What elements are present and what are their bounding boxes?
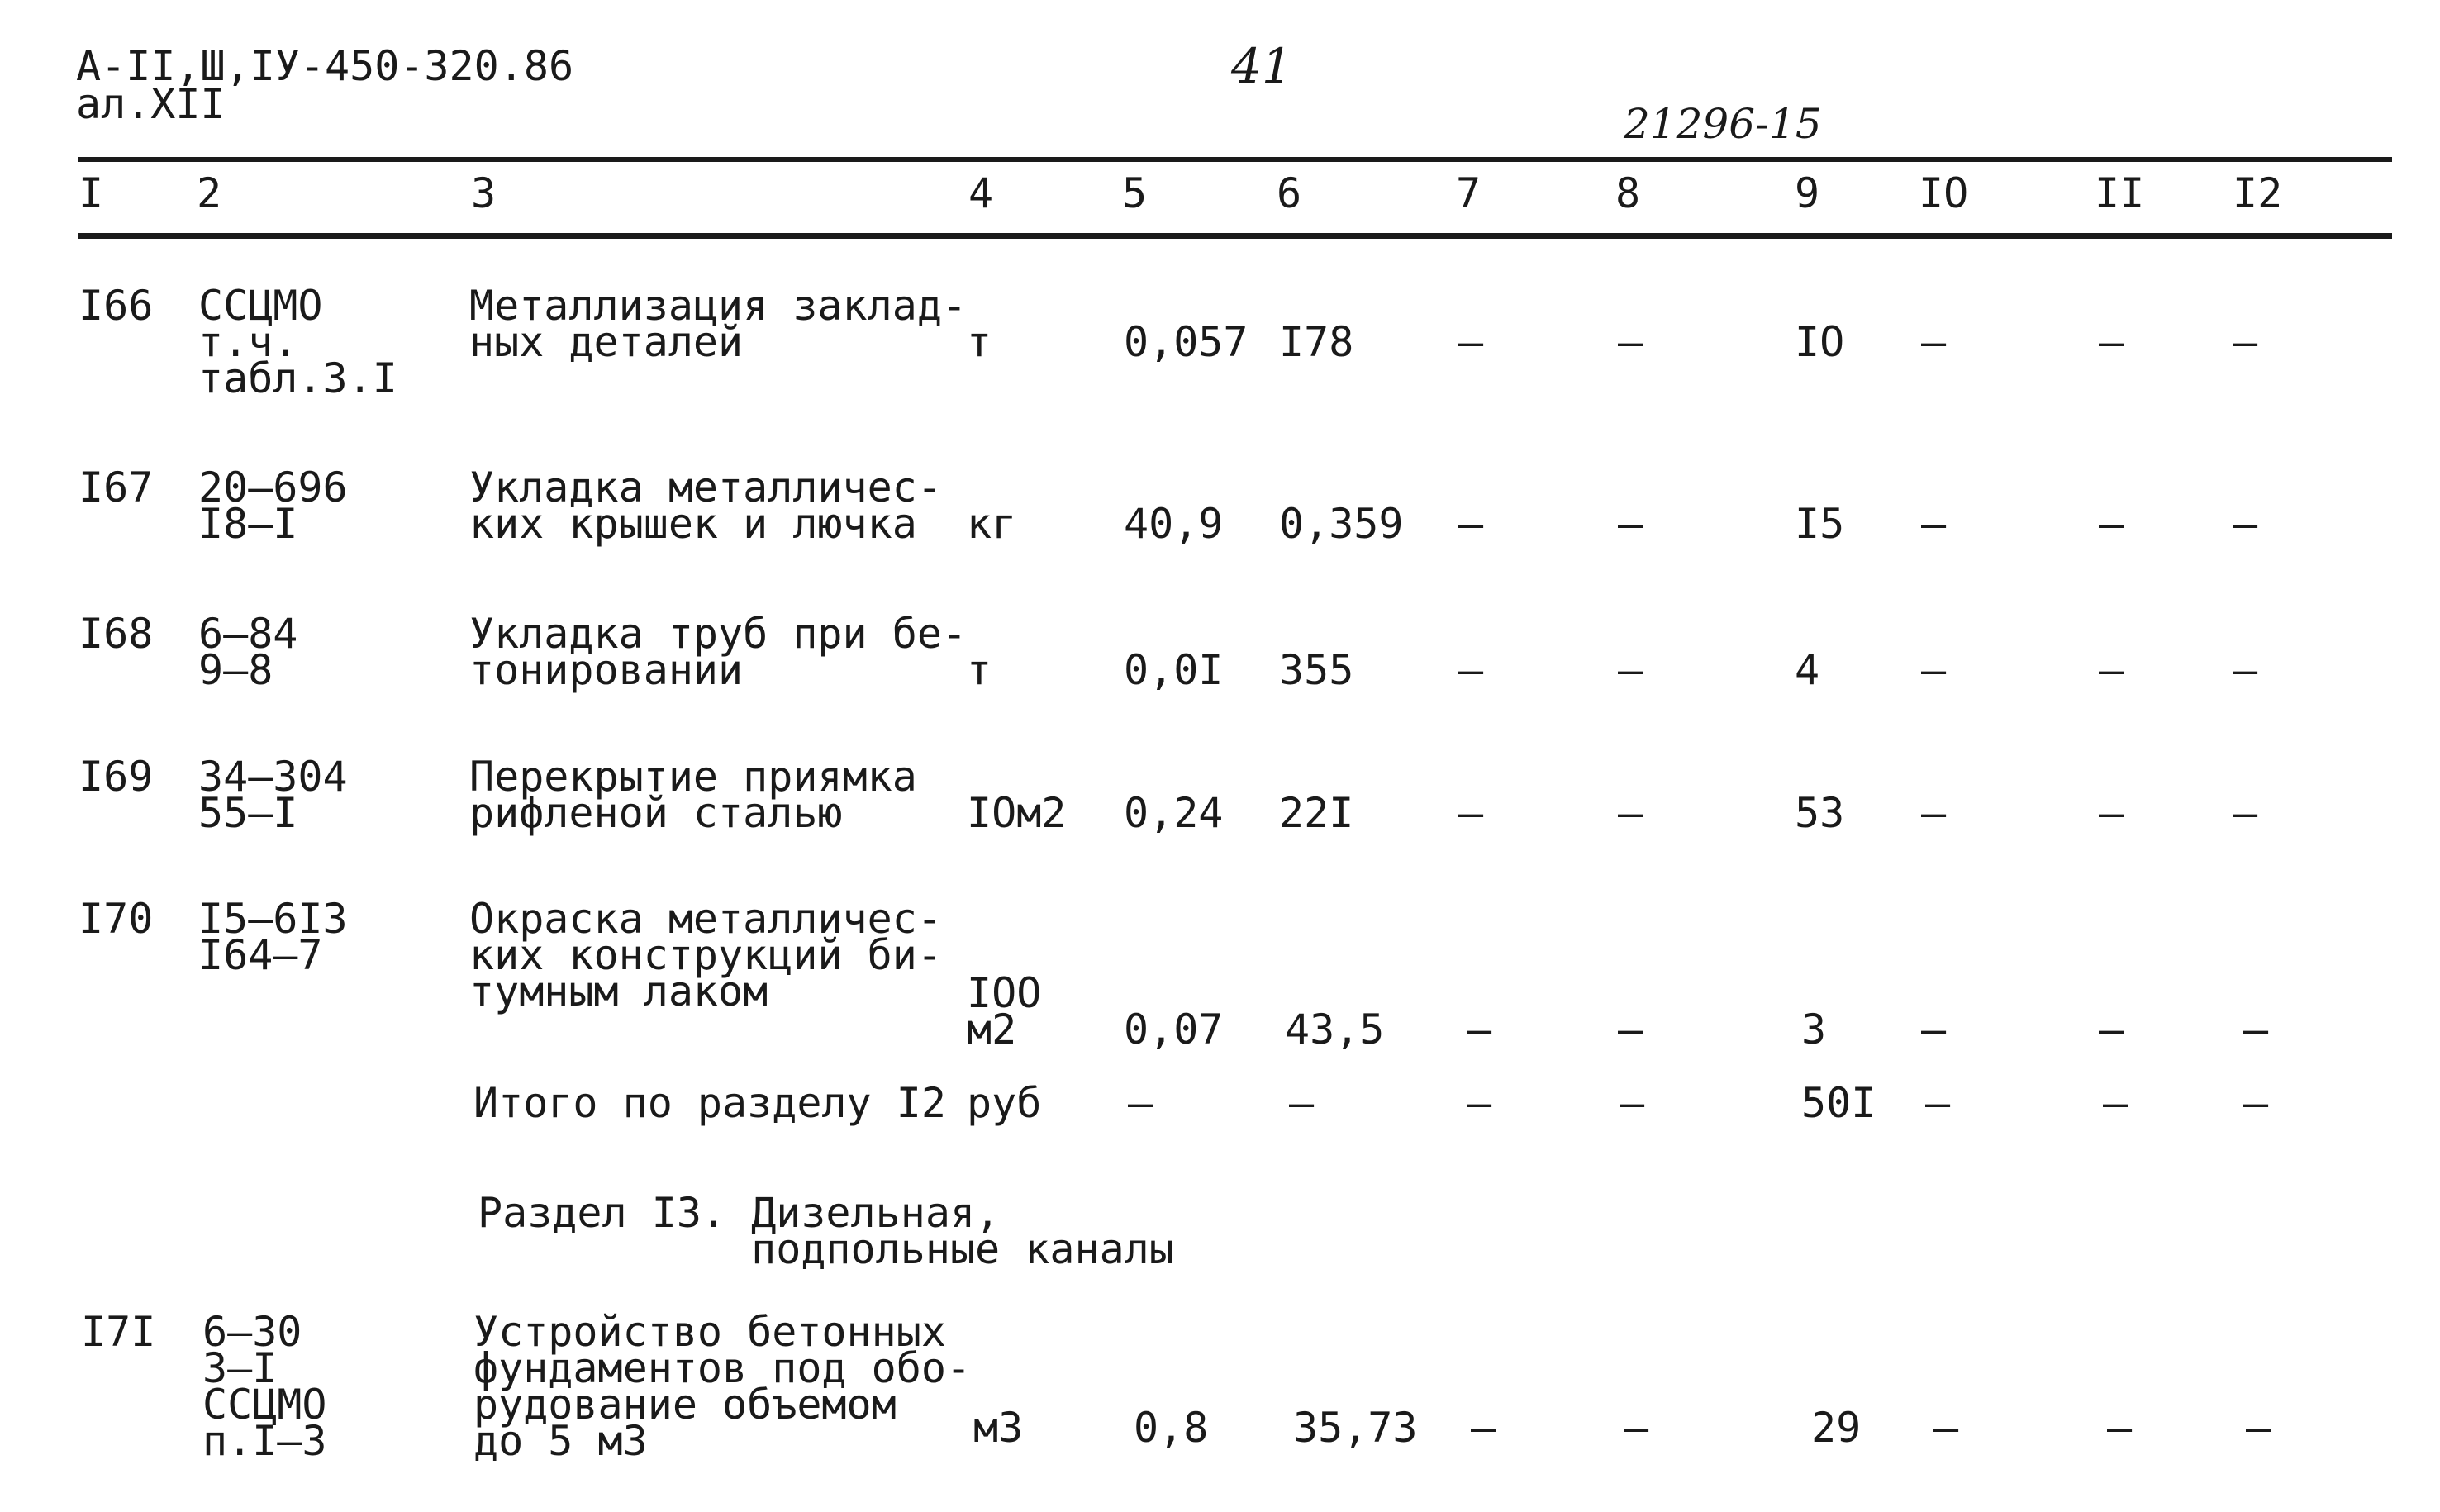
col-11: – <box>2099 1006 2124 1053</box>
col-7: – <box>1467 1006 1492 1053</box>
col-12: – <box>2243 1006 2269 1053</box>
column-header: 2 <box>197 169 222 217</box>
quantity: 0,24 <box>1124 789 1224 837</box>
column-header: 8 <box>1615 169 1641 217</box>
sheet-code: 21296-15 <box>1624 100 1822 148</box>
norm-code: 20–696 I8–I <box>198 464 348 548</box>
col-9: I5 <box>1795 500 1845 548</box>
col-7: – <box>1458 500 1484 548</box>
col-11: – <box>2099 646 2124 694</box>
work-name: Устройство бетонных фундаментов под обо- рудование объемом до 5 м3 <box>473 1308 972 1465</box>
col-9: 4 <box>1795 646 1820 694</box>
col-11: – <box>2107 1404 2133 1452</box>
col-12: – <box>2233 646 2258 694</box>
quantity: 0,057 <box>1124 318 1249 366</box>
col-12: – <box>2233 789 2258 837</box>
col-6: 22I <box>1279 789 1354 837</box>
col-7: – <box>1458 789 1484 837</box>
col-9: 53 <box>1795 789 1845 837</box>
column-header: I <box>78 169 104 217</box>
col-11: – <box>2099 500 2124 548</box>
col-8: – <box>1618 646 1643 694</box>
total-col-11: – <box>2103 1079 2128 1127</box>
column-header: I2 <box>2233 169 2283 217</box>
document-code: А-II,Ш,IУ-450-320.86 <box>76 42 574 90</box>
total-col-8: – <box>1620 1079 1645 1127</box>
total-label: Итого по разделу I2 <box>473 1079 946 1127</box>
col-7: – <box>1458 318 1484 366</box>
column-header: 9 <box>1795 169 1820 217</box>
header-rule <box>78 233 2392 239</box>
col-11: – <box>2099 789 2124 837</box>
col-12: – <box>2246 1404 2271 1452</box>
page-number: 41 <box>1231 38 1292 94</box>
quantity: 0,0I <box>1124 646 1224 694</box>
work-name: Укладка труб при бе- тонировании <box>469 610 968 694</box>
norm-code: 34–304 55–I <box>198 753 348 837</box>
column-header: 6 <box>1277 169 1302 217</box>
column-header: 3 <box>471 169 497 217</box>
column-header: II <box>2095 169 2145 217</box>
col-8: – <box>1624 1404 1649 1452</box>
norm-code: ССЦМО т.ч. табл.3.I <box>198 282 397 402</box>
work-name: Окраска металличес- ких конструкций би- тумным лаком <box>469 895 942 1015</box>
col-8: – <box>1618 1006 1643 1053</box>
col-11: – <box>2099 318 2124 366</box>
top-rule <box>78 157 2392 162</box>
total-sum: 50I <box>1801 1079 1876 1127</box>
total-col-7: – <box>1467 1079 1492 1127</box>
row-number: I69 <box>78 753 154 801</box>
unit: кг <box>967 500 1017 548</box>
total-col-12: – <box>2243 1079 2269 1127</box>
norm-code: 6–30 3–I ССЦМО п.I–3 <box>202 1308 327 1465</box>
quantity: 0,8 <box>1134 1404 1209 1452</box>
total-col-6: – <box>1289 1079 1315 1127</box>
row-number: I7I <box>81 1308 156 1356</box>
col-7: – <box>1458 646 1484 694</box>
column-header: 4 <box>968 169 994 217</box>
col-8: – <box>1618 318 1643 366</box>
col-10: – <box>1933 1404 1959 1452</box>
col-7: – <box>1471 1404 1496 1452</box>
col-12: – <box>2233 500 2258 548</box>
unit: т <box>967 646 992 694</box>
col-9: IO <box>1795 318 1845 366</box>
total-unit: руб <box>967 1079 1042 1127</box>
work-name: Перекрытие приямка рифленой сталью <box>469 753 917 837</box>
row-number: I70 <box>78 895 154 943</box>
total-col-10: – <box>1925 1079 1951 1127</box>
quantity: 40,9 <box>1124 500 1224 548</box>
col-10: – <box>1921 500 1947 548</box>
unit: IOм2 <box>967 789 1067 837</box>
unit: IOO м2 <box>967 969 1042 1053</box>
row-number: I67 <box>78 464 154 511</box>
col-8: – <box>1618 789 1643 837</box>
col-6: 35,73 <box>1293 1404 1418 1452</box>
col-10: – <box>1921 318 1947 366</box>
col-6: 355 <box>1279 646 1354 694</box>
norm-code: I5–6I3 I64–7 <box>198 895 348 979</box>
col-10: – <box>1921 646 1947 694</box>
unit: м3 <box>973 1404 1024 1452</box>
section-heading: Раздел I3. Дизельная, подпольные каналы <box>478 1189 1174 1273</box>
col-10: – <box>1921 1006 1947 1053</box>
col-9: 3 <box>1801 1006 1827 1053</box>
column-header: 5 <box>1122 169 1148 217</box>
work-name: Укладка металличес- ких крышек и лючка <box>469 464 942 548</box>
col-6: I78 <box>1279 318 1354 366</box>
album-label: ал.XII <box>76 80 226 128</box>
col-6: 43,5 <box>1285 1006 1385 1053</box>
row-number: I66 <box>78 282 154 330</box>
work-name: Металлизация заклад- ных деталей <box>469 282 968 366</box>
col-10: – <box>1921 789 1947 837</box>
unit: т <box>967 318 992 366</box>
column-header: IO <box>1919 169 1969 217</box>
col-12: – <box>2233 318 2258 366</box>
norm-code: 6–84 9–8 <box>198 610 298 694</box>
quantity: 0,07 <box>1124 1006 1224 1053</box>
row-number: I68 <box>78 610 154 658</box>
column-header: 7 <box>1456 169 1482 217</box>
col-6: 0,359 <box>1279 500 1404 548</box>
total-col-5: – <box>1128 1079 1153 1127</box>
col-8: – <box>1618 500 1643 548</box>
col-9: 29 <box>1811 1404 1862 1452</box>
